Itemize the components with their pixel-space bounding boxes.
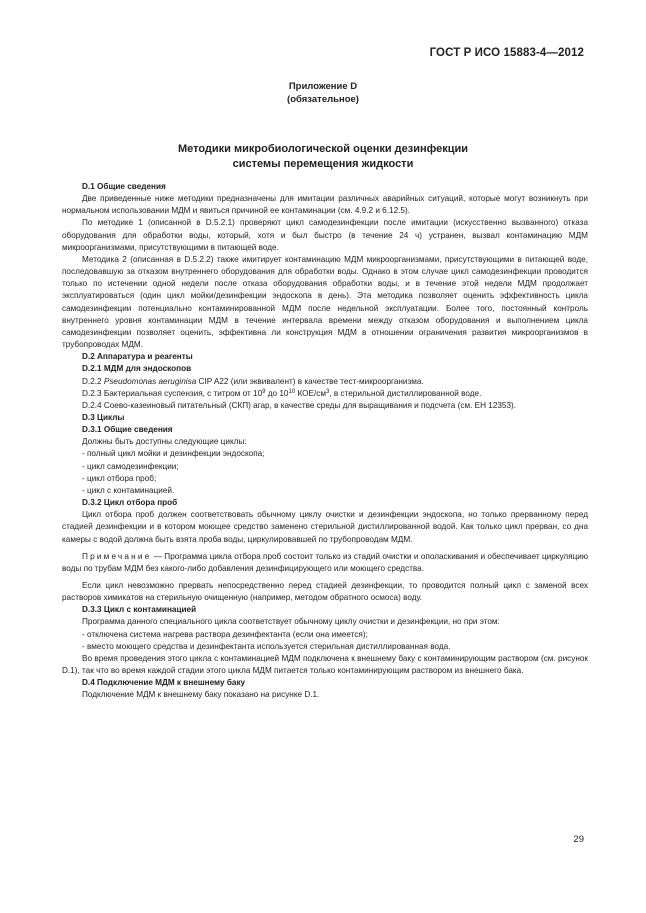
document-body	[62, 181, 588, 702]
list-item: - цикл самодезинфекции;	[82, 461, 179, 471]
section-heading-d31: D.3.1 Общие сведения	[82, 425, 173, 435]
list-item: - цикл отбора проб;	[82, 473, 157, 483]
list-item: - отключена система нагрева раствора дезинфектанта (если она имеется);	[82, 629, 368, 639]
paragraph-d24: D.2.4 Соево-казеиновый питательный (СКП) агар, в качестве среды для выращивания и подсчета (см. ЕН 12353).	[82, 400, 517, 410]
paragraph: Во время проведения этого цикла с контаминацией МДМ подключена к внешнему баку с контаминирующим раствором (см. рисунок D.1), так что во время каждой стадии этого цикла МДМ питается только контаминирующим раствором из внешнего бака.	[62, 653, 588, 676]
paragraph: Программа данного специального цикла соответствует обычному циклу очистки и дезинфекции, но при этом:	[82, 617, 500, 627]
paragraph-d22	[62, 376, 588, 388]
section-heading-d33: D.3.3 Цикл с контаминацией	[82, 605, 197, 615]
appendix-heading	[0, 80, 646, 106]
organism-name: Pseudomonas aeruginisa	[103, 376, 197, 386]
paragraph: Подключение МДМ к внешнему баку показано на рисунке D.1.	[82, 690, 320, 700]
clause-number: D.2.2	[82, 376, 102, 386]
paragraph: По методике 1 (описанной в D.5.2.1) проверяют цикл самодезинфекции после имитации (искусственно вызванного) отказа оборудования для обработки воды, который, хотя и был быстро (в течение 24 ч) устранен, вызвал контаминацию МДМ микроорганизмами, присутствующими в питающей воде.	[62, 218, 588, 252]
clause-text: CIP A22 (или эквивалент) в качестве тест-микроорганизма.	[198, 376, 424, 386]
page-number: 29	[573, 834, 584, 845]
list-item: - цикл с контаминацией.	[82, 485, 175, 495]
paragraph: Цикл отбора проб должен соответствовать обычному циклу очистки и дезинфекции эндоскопа, но только прерванному перед стадией дезинфекции и в котором моющее средство заменено стерильной дистиллированной водой. Как только цикл прерван, со дна камеры с водой должна быть взята проба воды, циркулировавшей по трубопроводам МДМ.	[62, 510, 588, 544]
appendix-label: Приложение D	[288, 81, 358, 92]
note	[62, 551, 588, 575]
section-heading-d1: D.1 Общие сведения	[82, 182, 166, 191]
text-fragment: до 10	[265, 388, 289, 398]
section-heading-d21: D.2.1 МДМ для эндоскопов	[82, 364, 192, 374]
paragraph: Две приведенные ниже методики предназначены для имитации различных аварийных ситуаций, которые могут возникнуть при нормальном использовании МДМ и явиться причиной ее контаминации (см. 4.9.2 и 6.12.5).	[62, 194, 588, 216]
paragraph: Методика 2 (описанная в D.5.2.2) также имитирует контаминацию МДМ микроорганизмами, присутствующими в питающей воде, последовавшую за отказом внутреннего оборудования для обработки воды. Однако в этом случае цикл самодезинфекции проводится только по истечении одной недели после отказа оборудования обработки воды, и в течение этой недели МДМ продолжает эксплуатироваться (один цикл мойки/дезинфекции эндоскопа в день). Эта методика позволяет оценить эффективность цикла самодезинфекции потенциально контаминированной МДМ после недельной эксплуатации. Более того, постоянный контроль внутреннего уровня контаминации МДМ в течение интервала времени между отказом оборудования и выполнением цикла самодезинфекции позволяет оценить, эффективна ли конструкция МДМ в отношении ограничения развития микроорганизмов в трубопроводах МДМ.	[62, 254, 588, 350]
text-fragment: D.2.3 Бактериальная суспензия, с титром от 10	[82, 388, 263, 398]
paragraph-d23	[62, 388, 588, 400]
title-line-1: Методики микробиологической оценки дезинфекции	[177, 143, 469, 155]
exponent: 10	[288, 388, 296, 395]
title-line-2: системы перемещения жидкости	[232, 158, 414, 170]
note-text: — Программа цикла отбора проб состоит только из стадий очистки и ополаскивания и обеспечивает циркуляцию воды по трубам МДМ без какого-либо добавления дезинфицирующего или моющего средства.	[62, 551, 588, 573]
list-item: - полный цикл мойки и дезинфекции эндоскопа;	[82, 449, 265, 459]
exponent: 9	[262, 388, 266, 395]
section-heading-d2: D.2 Аппаратура и реагенты	[82, 352, 193, 362]
document-header: ГОСТ Р ИСО 15883-4—2012	[429, 47, 584, 59]
section-heading-d4: D.4 Подключение МДМ к внешнему баку	[82, 678, 246, 688]
section-heading-d3: D.3 Циклы	[82, 412, 125, 422]
page-title	[0, 142, 646, 172]
appendix-status: (обязательное)	[287, 94, 359, 105]
text-fragment: КОЕ/см	[295, 388, 326, 398]
section-heading-d32: D.3.2 Цикл отбора проб	[82, 498, 178, 508]
list-item: - вместо моющего средства и дезинфектанта используется стерильная дистиллированная вода.	[82, 641, 451, 651]
exponent: 3	[325, 388, 330, 395]
paragraph: Должны быть доступны следующие циклы:	[82, 437, 247, 447]
note-label: Примечание	[82, 551, 152, 561]
paragraph: Если цикл невозможно прервать непосредственно перед стадией дезинфекции, то проводится полный цикл с заменой всех растворов химикатов на стерильную очищенную (например, методом обратного осмоса) воду.	[62, 581, 588, 603]
text-fragment: , в стерильной дистиллированной воде.	[329, 388, 482, 398]
